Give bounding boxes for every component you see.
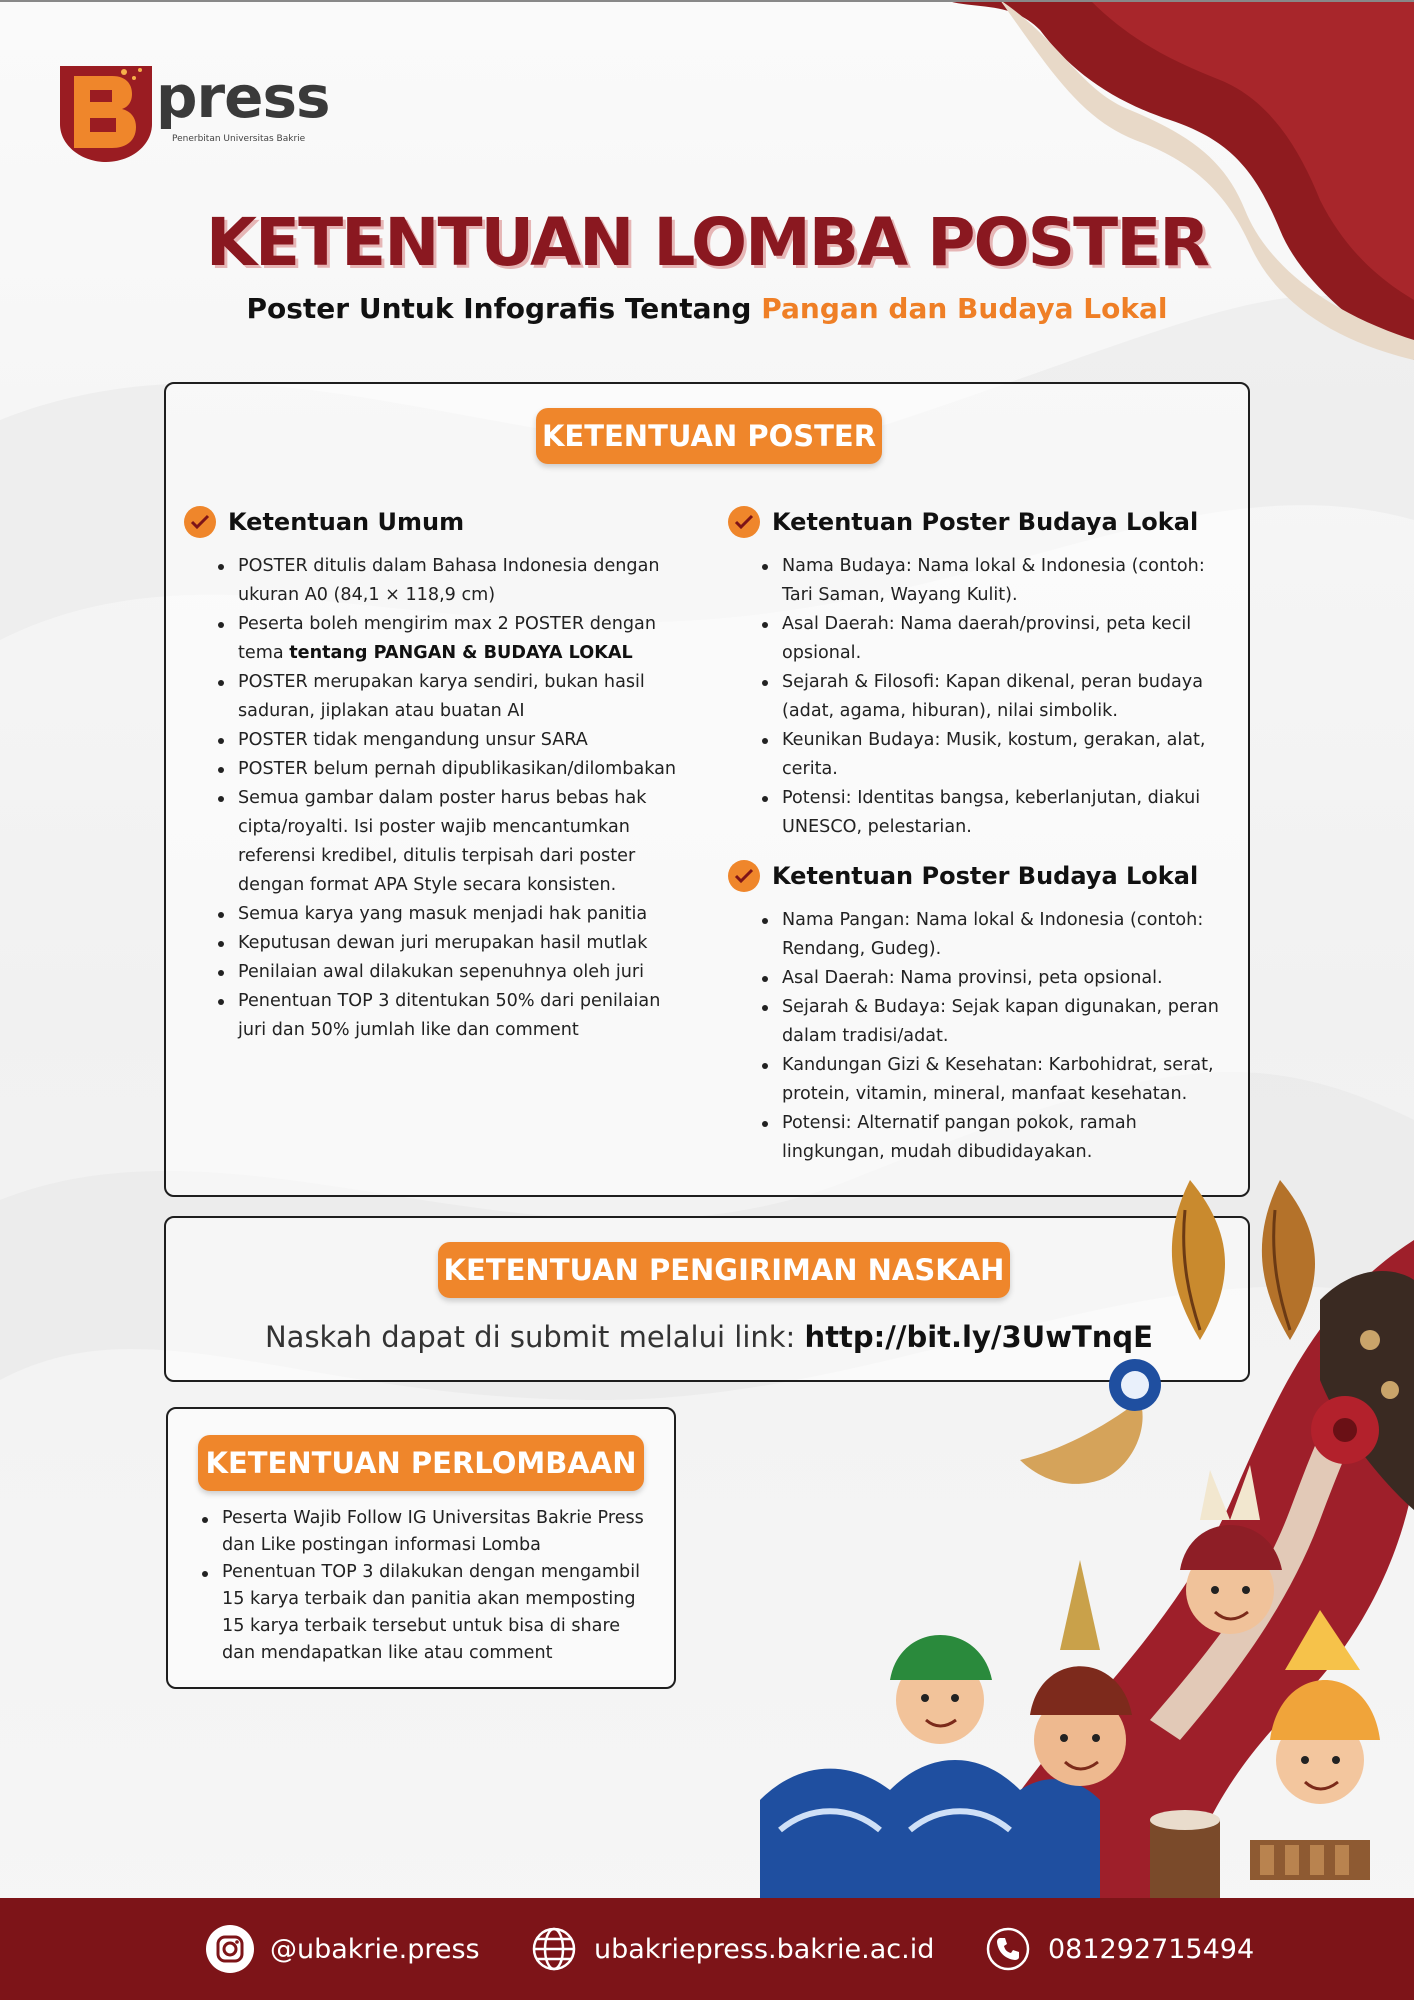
list-item: Asal Daerah: Nama provinsi, peta opsional. <box>762 964 1228 993</box>
general-rules-column <box>184 502 694 1045</box>
competition-pill: KETENTUAN PERLOMBAAN <box>198 1435 644 1491</box>
list-item: Semua gambar dalam poster harus bebas hak cipta/royalti. Isi poster wajib mencantumkan referensi kredibel, ditulis terpisah dari poster dengan format APA Style secara konsisten. <box>218 784 694 900</box>
phone-icon <box>984 1925 1032 1973</box>
list-item: Penilaian awal dilakukan sepenuhnya oleh juri <box>218 958 694 987</box>
footer-website-url: ubakriepress.bakrie.ac.id <box>594 1933 935 1965</box>
list-item <box>218 610 694 668</box>
footer-phone-number: 081292715494 <box>1048 1933 1255 1965</box>
poster-rules-box <box>164 382 1250 1197</box>
food-rules-header <box>728 856 1228 896</box>
general-rules-list <box>184 552 694 1045</box>
list-item: Sejarah & Budaya: Sejak kapan digunakan, peran dalam tradisi/adat. <box>762 993 1228 1051</box>
footer-phone[interactable] <box>984 1898 1254 2000</box>
general-rules-heading: Ketentuan Umum <box>228 508 465 536</box>
culture-rules-heading: Ketentuan Poster Budaya Lokal <box>772 508 1199 536</box>
list-item: Keputusan dewan juri merupakan hasil mutlak <box>218 929 694 958</box>
footer-bar <box>0 1898 1414 2000</box>
check-icon <box>728 506 760 538</box>
subtitle-prefix: Poster Untuk Infografis Tentang <box>246 292 762 325</box>
submission-link[interactable]: http://bit.ly/3UwTnqE <box>804 1320 1153 1354</box>
submission-pill: KETENTUAN PENGIRIMAN NASKAH <box>438 1242 1010 1298</box>
list-item: Potensi: Identitas bangsa, keberlanjutan, diakui UNESCO, pelestarian. <box>762 784 1228 842</box>
list-item-text: Peserta boleh mengirim max 2 POSTER dengan tema <box>238 614 656 663</box>
list-item: POSTER belum pernah dipublikasikan/dilombakan <box>218 755 694 784</box>
cultural-illustration <box>760 1180 1414 1900</box>
footer-instagram[interactable] <box>206 1898 480 2000</box>
logo-tagline: Penerbitan Universitas Bakrie <box>172 134 306 144</box>
list-item: POSTER tidak mengandung unsur SARA <box>218 726 694 755</box>
check-icon <box>184 506 216 538</box>
list-item: Nama Pangan: Nama lokal & Indonesia (contoh: Rendang, Gudeg). <box>762 906 1228 964</box>
list-item: Nama Budaya: Nama lokal & Indonesia (contoh: Tari Saman, Wayang Kulit). <box>762 552 1228 610</box>
competition-rules-list <box>168 1505 658 1667</box>
competition-box <box>166 1407 676 1689</box>
general-rules-header <box>184 502 694 542</box>
list-item: Keunikan Budaya: Musik, kostum, gerakan, alat, cerita. <box>762 726 1228 784</box>
culture-rules-header <box>728 502 1228 542</box>
list-item: POSTER merupakan karya sendiri, bukan hasil saduran, jiplakan atau buatan AI <box>218 668 694 726</box>
list-item: Peserta Wajib Follow IG Universitas Bakrie Press dan Like postingan informasi Lomba <box>202 1505 658 1559</box>
logo-wordmark: press <box>156 63 330 131</box>
list-item: Kandungan Gizi & Kesehatan: Karbohidrat, serat, protein, vitamin, mineral, manfaat kesehatan. <box>762 1051 1228 1109</box>
list-item: Potensi: Alternatif pangan pokok, ramah lingkungan, mudah dibudidayakan. <box>762 1109 1228 1167</box>
culture-rules-list <box>728 552 1228 842</box>
food-rules-heading: Ketentuan Poster Budaya Lokal <box>772 862 1199 890</box>
page-title: KETENTUAN LOMBA POSTER <box>205 204 1209 281</box>
list-item: Sejarah & Filosofi: Kapan dikenal, peran budaya (adat, agama, hiburan), nilai simbolik. <box>762 668 1228 726</box>
list-item: Penentuan TOP 3 ditentukan 50% dari penilaian juri dan 50% jumlah like dan comment <box>218 987 694 1045</box>
page-subtitle <box>0 292 1414 325</box>
poster-rules-pill: KETENTUAN POSTER <box>536 408 882 464</box>
list-item: Asal Daerah: Nama daerah/provinsi, peta kecil opsional. <box>762 610 1228 668</box>
list-item: Penentuan TOP 3 dilakukan dengan mengambil 15 karya terbaik dan panitia akan memposting 15 karya terbaik tersebut untuk bisa di share dan mendapatkan like atau comment <box>202 1559 658 1667</box>
bpress-logo <box>60 62 340 167</box>
submission-text: Naskah dapat di submit melalui link: <box>264 1320 805 1354</box>
list-item: Semua karya yang masuk menjadi hak panitia <box>218 900 694 929</box>
globe-icon <box>530 1925 578 1973</box>
list-item: POSTER ditulis dalam Bahasa Indonesia dengan ukuran A0 (84,1 × 118,9 cm) <box>218 552 694 610</box>
list-item-bold: tentang PANGAN & BUDAYA LOKAL <box>289 643 633 663</box>
food-rules-list <box>728 906 1228 1167</box>
subtitle-highlight: Pangan dan Budaya Lokal <box>761 292 1168 325</box>
logo-shield-icon <box>60 66 152 162</box>
local-rules-column <box>728 502 1228 1167</box>
footer-instagram-handle: @ubakrie.press <box>270 1933 480 1965</box>
instagram-icon <box>206 1925 254 1973</box>
top-border-line <box>0 0 1414 2</box>
check-icon <box>728 860 760 892</box>
footer-website[interactable] <box>530 1898 934 2000</box>
